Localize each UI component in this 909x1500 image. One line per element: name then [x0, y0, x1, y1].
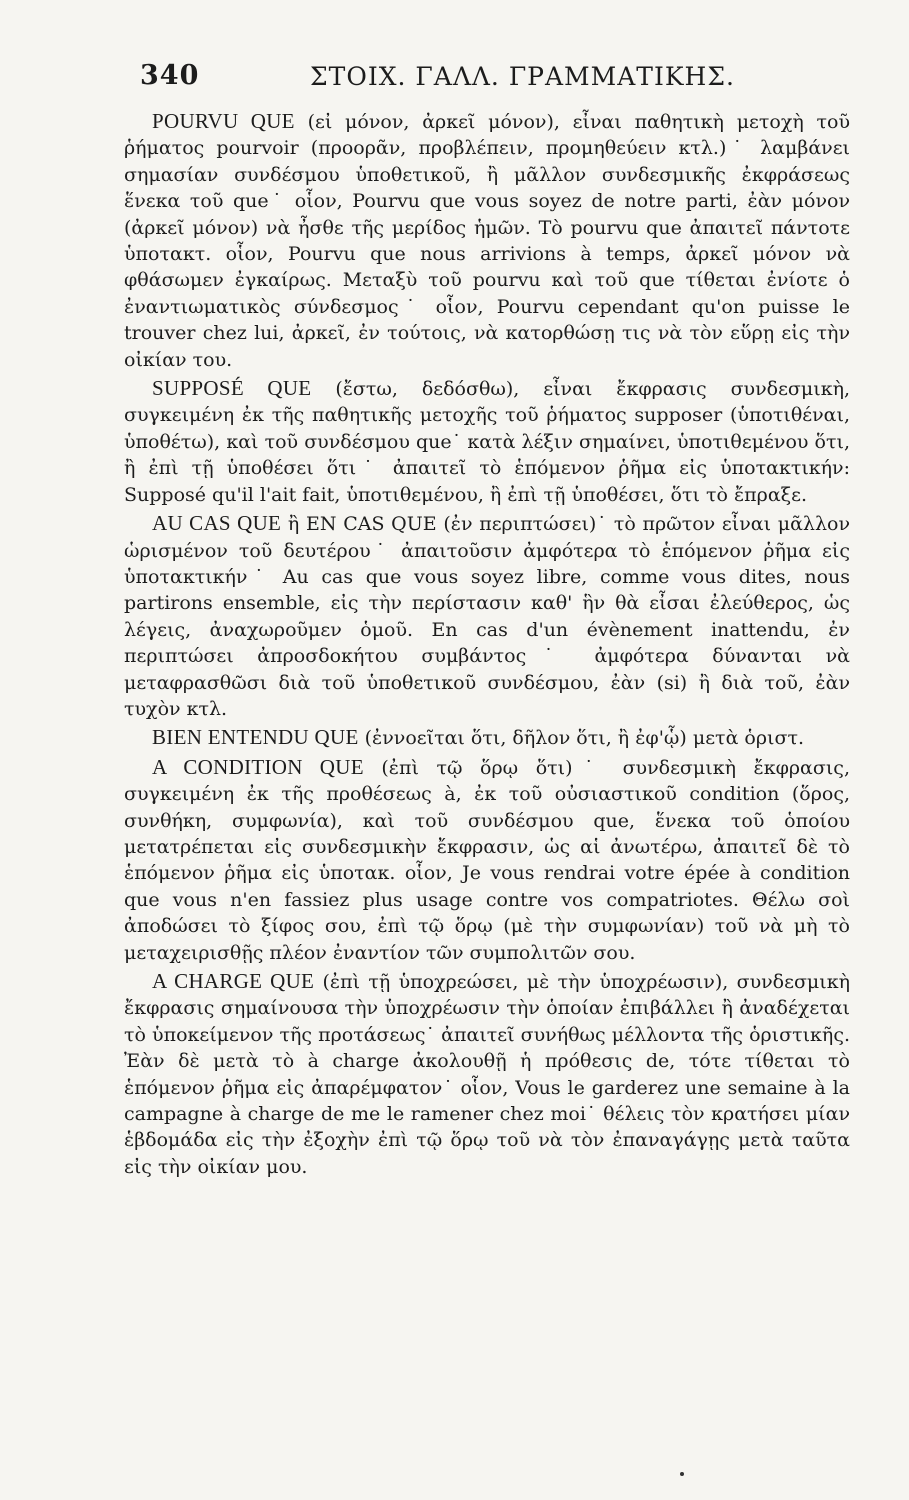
entry-a-condition-que	[124, 754, 850, 966]
entry-a-charge-que	[124, 968, 850, 1180]
entry-text: (ἐπὶ τῷ ὅρῳ ὅτι)˙ συνδεσμικὴ ἔκφρασις, συγκειμένη ἐκ τῆς προθέσεως à, ἐκ τοῦ οὐσιαστικοῦ condition (ὅρος, συνθήκη, συμφωνία), καὶ τοῦ συνδέσμου que, ἕνεκα τοῦ ὁποίου μετατρέπεται εἰς συνδεσμικὴν ἔκφρασιν, ὡς αἱ ἀνωτέρω, ἀπαιτεῖ δὲ τὸ ἑπόμενον ῥῆμα εἰς ὑποτακ. οἷον, Je vous rendrai votre épée à condition que vous n'en fassiez plus usage contre vos compatriotes. Θέλω σοὶ ἀποδώσει τὸ ξίφος σου, ἐπὶ τῷ ὅρῳ (μὲ τὴν συμφωνίαν) τοῦ νὰ μὴ τὸ μεταχειρισθῇς πλέον ἐναντίον τῶν συμπολιτῶν σου.	[124, 756, 850, 964]
entry-text: (ἐννοεῖται ὅτι, δῆλον ὅτι, ἢ ἐφ'ᾧ) μετὰ ὁριστ.	[358, 727, 805, 750]
entry-text: (ἔστω, δεδόσθω), εἶναι ἔκφρασις συνδεσμικὴ, συγκειμένη ἐκ τῆς παθητικῆς μετοχῆς τοῦ ῥήματος supposer (ὑποτιθέναι, ὑποθέτω), καὶ τοῦ συνδέσμου que˙ κατὰ λέξιν σημαίνει, ὑποτιθεμένου ὅτι, ἢ ἐπὶ τῇ ὑποθέσει ὅτι˙ ἀπαιτεῖ τὸ ἑπόμενον ῥῆμα εἰς ὑποτακτικήν: Supposé qu'il l'ait fait, ὑποτιθεμένου, ἢ ἐπὶ τῇ ὑποθέσει, ὅτι τὸ ἔπραξε.	[124, 378, 850, 506]
entry-text: (ἐπὶ τῇ ὑποχρεώσει, μὲ τὴν ὑποχρέωσιν), συνδεσμικὴ ἔκφρασις σημαίνουσα τὴν ὑποχρέωσιν τὴν ὁποίαν ἐπιβάλλει ἢ ἀναδέχεται τὸ ὑποκείμενον τῆς προτάσεως˙ ἀπαιτεῖ συνήθως μέλλοντα τῆς ὁριστικῆς. Ἐὰν δὲ μετὰ τὸ à charge ἀκολουθῇ ἡ πρόθεσις de, τότε τίθεται τὸ ἑπόμενον ῥῆμα εἰς ἀπαρέμφατον˙ οἷον, Vous le garderez une semaine à la campagne à charge de me le ramener chez moi˙ θέλεις τὸν κρατήσει μίαν ἑβδομάδα εἰς τὴν ἐξοχὴν ἐπὶ τῷ ὅρῳ τοῦ νὰ τὸν ἐπαναγάγῃς μετὰ ταῦτα εἰς τὴν οἰκίαν μου.	[124, 971, 850, 1178]
entry-text: (εἰ μόνον, ἀρκεῖ μόνον), εἶναι παθητικὴ μετοχὴ τοῦ ῥήματος pourvoir (προορᾶν, προβλέπειν, προμηθεύειν κτλ.)˙ λαμβάνει σημασίαν συνδέσμου ὑποθετικοῦ, ἢ μᾶλλον συνδεσμικῆς ἐκφράσεως ἕνεκα τοῦ que˙ οἷον, Pourvu que vous soyez de notre parti, ἐὰν μόνον (ἀρκεῖ μόνον) νὰ ἦσθε τῆς μερίδος ἡμῶν. Τὸ pourvu que ἀπαιτεῖ πάντοτε ὑποτακτ. οἷον, Pourvu que nous arrivions à temps, ἀρκεῖ μόνον νὰ φθάσωμεν ἐγκαίρως. Μεταξὺ τοῦ pourvu καὶ τοῦ que τίθεται ἐνίοτε ὁ ἐναντιωματικὸς σύνδεσμος˙ οἷον, Pourvu cependant qu'on puisse le trouver chez lui, ἀρκεῖ, ἐν τούτοις, νὰ κατορθώσῃ τις νὰ τὸν εὕρῃ εἰς τὴν οἰκίαν του.	[124, 111, 851, 371]
entry-suppose-que	[124, 375, 850, 508]
entry-term: POURVU QUE	[152, 109, 295, 133]
entry-term: BIEN ENTENDU QUE	[152, 725, 359, 750]
entry-bien-entendu-que	[124, 724, 850, 751]
entry-text: ἢ EN CAS QUE (ἐν περιπτώσει)˙ τὸ πρῶτον εἶναι μᾶλλον ὡρισμένον τοῦ δευτέρου˙ ἀπαιτοῦσιν ἀμφότερα τὸ ἑπόμενον ῥῆμα εἰς ὑποτακτικήν˙ Au cas que vous soyez libre, comme vous dites, nous partirons ensemble, εἰς τὴν περίστασιν καθ' ἣν θὰ εἶσαι ἐλεύθερος, ὡς λέγεις, ἀναχωροῦμεν ὁμοῦ. En cas d'un évènement inattendu, ἐν περιπτώσει ἀπροσδοκήτου συμβάντος˙ ἀμφότερα δύνανται νὰ μεταφρασθῶσι διὰ τοῦ ὑποθετικοῦ συνδέσμου, ἐὰν (si) ἢ διὰ τοῦ, ἐὰν τυχὸν κτλ.	[124, 513, 850, 720]
entry-au-cas-que	[124, 510, 850, 722]
entry-pourvu-que	[124, 108, 850, 373]
ink-speck	[680, 1472, 684, 1476]
page-header	[140, 60, 860, 100]
entry-term: A CHARGE QUE	[152, 969, 315, 993]
entry-term: AU CAS QUE	[152, 511, 282, 536]
body-text	[124, 108, 850, 1180]
running-title: ΣΤΟΙΧ. ΓΑΛΛ. ΓΡΑΜΜΑΤΙΚΗΣ.	[310, 62, 735, 91]
entry-term: SUPPOSÉ QUE	[152, 376, 312, 401]
entry-term: A CONDITION QUE	[152, 754, 364, 779]
page-number: 340	[140, 60, 200, 91]
